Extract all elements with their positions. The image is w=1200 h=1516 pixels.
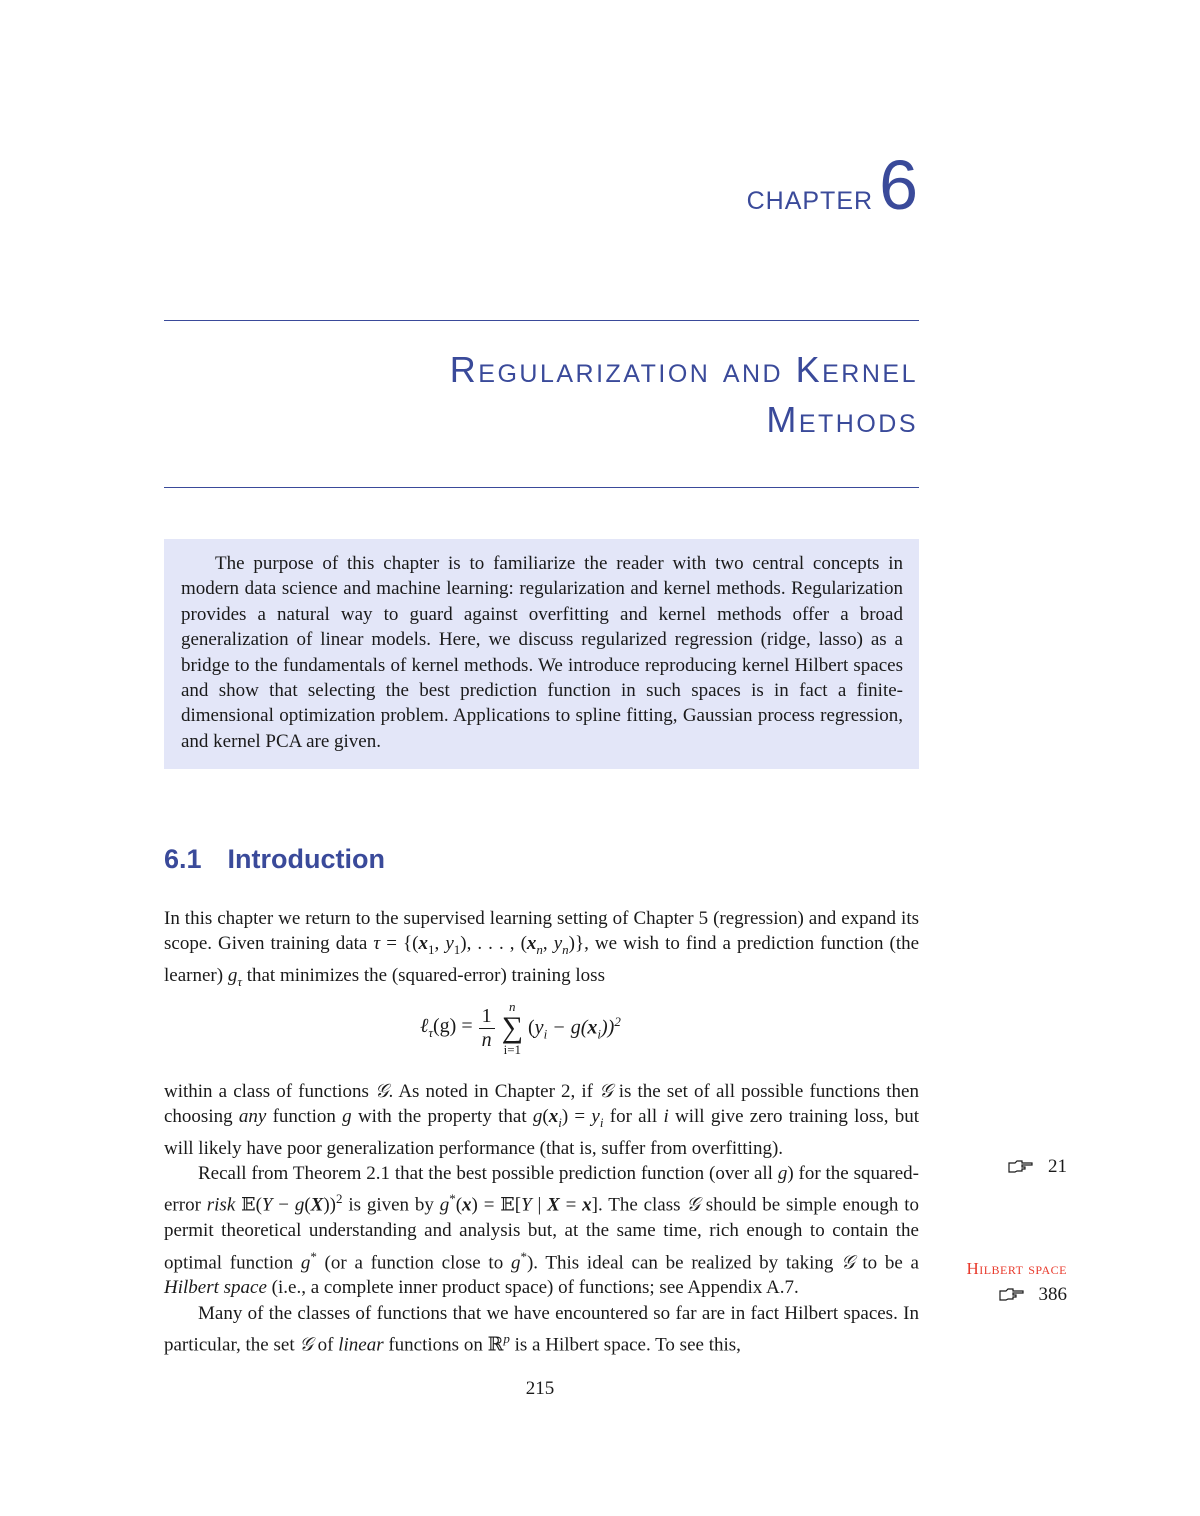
training-loss-equation bbox=[420, 998, 621, 1058]
body-paragraph-1 bbox=[164, 906, 919, 994]
margin-page-ref: 386 bbox=[1038, 1284, 1067, 1305]
eq-body: $(y_i - g(x_i))^2$ bbox=[528, 1013, 621, 1042]
page-number: 215 bbox=[525, 1378, 555, 1399]
chapter-title bbox=[218, 345, 918, 445]
title-rule-bottom bbox=[164, 487, 919, 488]
paragraph-text: within a class of functions 𝒢. As noted in Chapter 2, if 𝒢 is the set of all possible functions then choosing any function g with the property that $g(x_i) = y_i$ for all i will give zero training loss, but will likely have poor generalization performance (that is, suffer from overfitting). bbox=[164, 1081, 919, 1159]
chapter-abstract-text: The purpose of this chapter is to familiarize the reader with two central concepts in modern data science and machine learning: regularization and kernel methods. Regularization provides a natural way to guard against overfitting and kernel methods offer a broad generalization of linear models. Here, we discuss regularized regression (ridge, lasso) as a bridge to the fundamentals of kernel methods. We introduce reproducing kernel Hilbert spaces and show that selecting the best prediction function in such spaces is in fact a finite-dimensional optimization problem. Applications to spline fitting, Gaussian process regression, and kernel PCA are given. bbox=[181, 553, 903, 752]
chapter-abstract-box bbox=[164, 539, 919, 769]
body-paragraph-2 bbox=[164, 1079, 919, 1358]
section-title: Introduction bbox=[227, 844, 386, 874]
chapter-label bbox=[746, 146, 918, 224]
chapter-title-line-1: Regularization and Kernel bbox=[449, 349, 918, 390]
margin-page-ref: 21 bbox=[1048, 1156, 1067, 1177]
chapter-word: CHAPTER bbox=[746, 187, 874, 215]
eq-fraction: $\frac{1}{n}$ bbox=[479, 1005, 495, 1052]
paragraph-text: Recall from Theorem 2.1 that the best possible prediction function (over all g) for the squared-error risk 𝔼(Y − g(X))$^2$ is given by g*(x) = 𝔼[Y | X = x]. The class 𝒢 should be simple enough to permit theoretical understanding and analysis but, at the same time, rich enough to contain the optimal function g* (or a function close to g*). This ideal can be realized by taking 𝒢 to be a Hilbert space (i.e., a complete inner product space) of functions; see Appendix A.7. bbox=[164, 1163, 920, 1299]
section-number: 6.1 bbox=[164, 844, 202, 874]
eq-summation: n ∑ i=1 bbox=[501, 999, 523, 1057]
section-heading bbox=[164, 844, 385, 875]
paragraph-text: Many of the classes of functions that we have encountered so far are in fact Hilbert spaces. In particular, the set 𝒢 of linear functions on ℝ$^p$ is a Hilbert space. To see this, bbox=[164, 1302, 919, 1356]
title-rule-top bbox=[164, 320, 919, 321]
chapter-number: 6 bbox=[879, 146, 918, 224]
margin-term-hilbert-space: Hilbert space bbox=[966, 1259, 1067, 1278]
pointing-hand-icon bbox=[1008, 1160, 1034, 1174]
margin-reference-21 bbox=[1008, 1156, 1067, 1178]
margin-reference-386 bbox=[999, 1284, 1068, 1306]
eq-lhs: ℓ$_\tau$(g) = bbox=[420, 1015, 473, 1040]
pointing-hand-icon bbox=[999, 1288, 1025, 1302]
paragraph-text: In this chapter we return to the supervised learning setting of Chapter 5 (regression) and expand its scope. Given training data $\tau = \{(x_1$, $y_1$), . . . , ($x_n$, $y_n$)}, we wish to find a prediction function (the learner) $g_\tau$ that minimizes the (squared-error) training loss bbox=[164, 908, 920, 989]
chapter-title-line-2: Methods bbox=[766, 399, 918, 440]
